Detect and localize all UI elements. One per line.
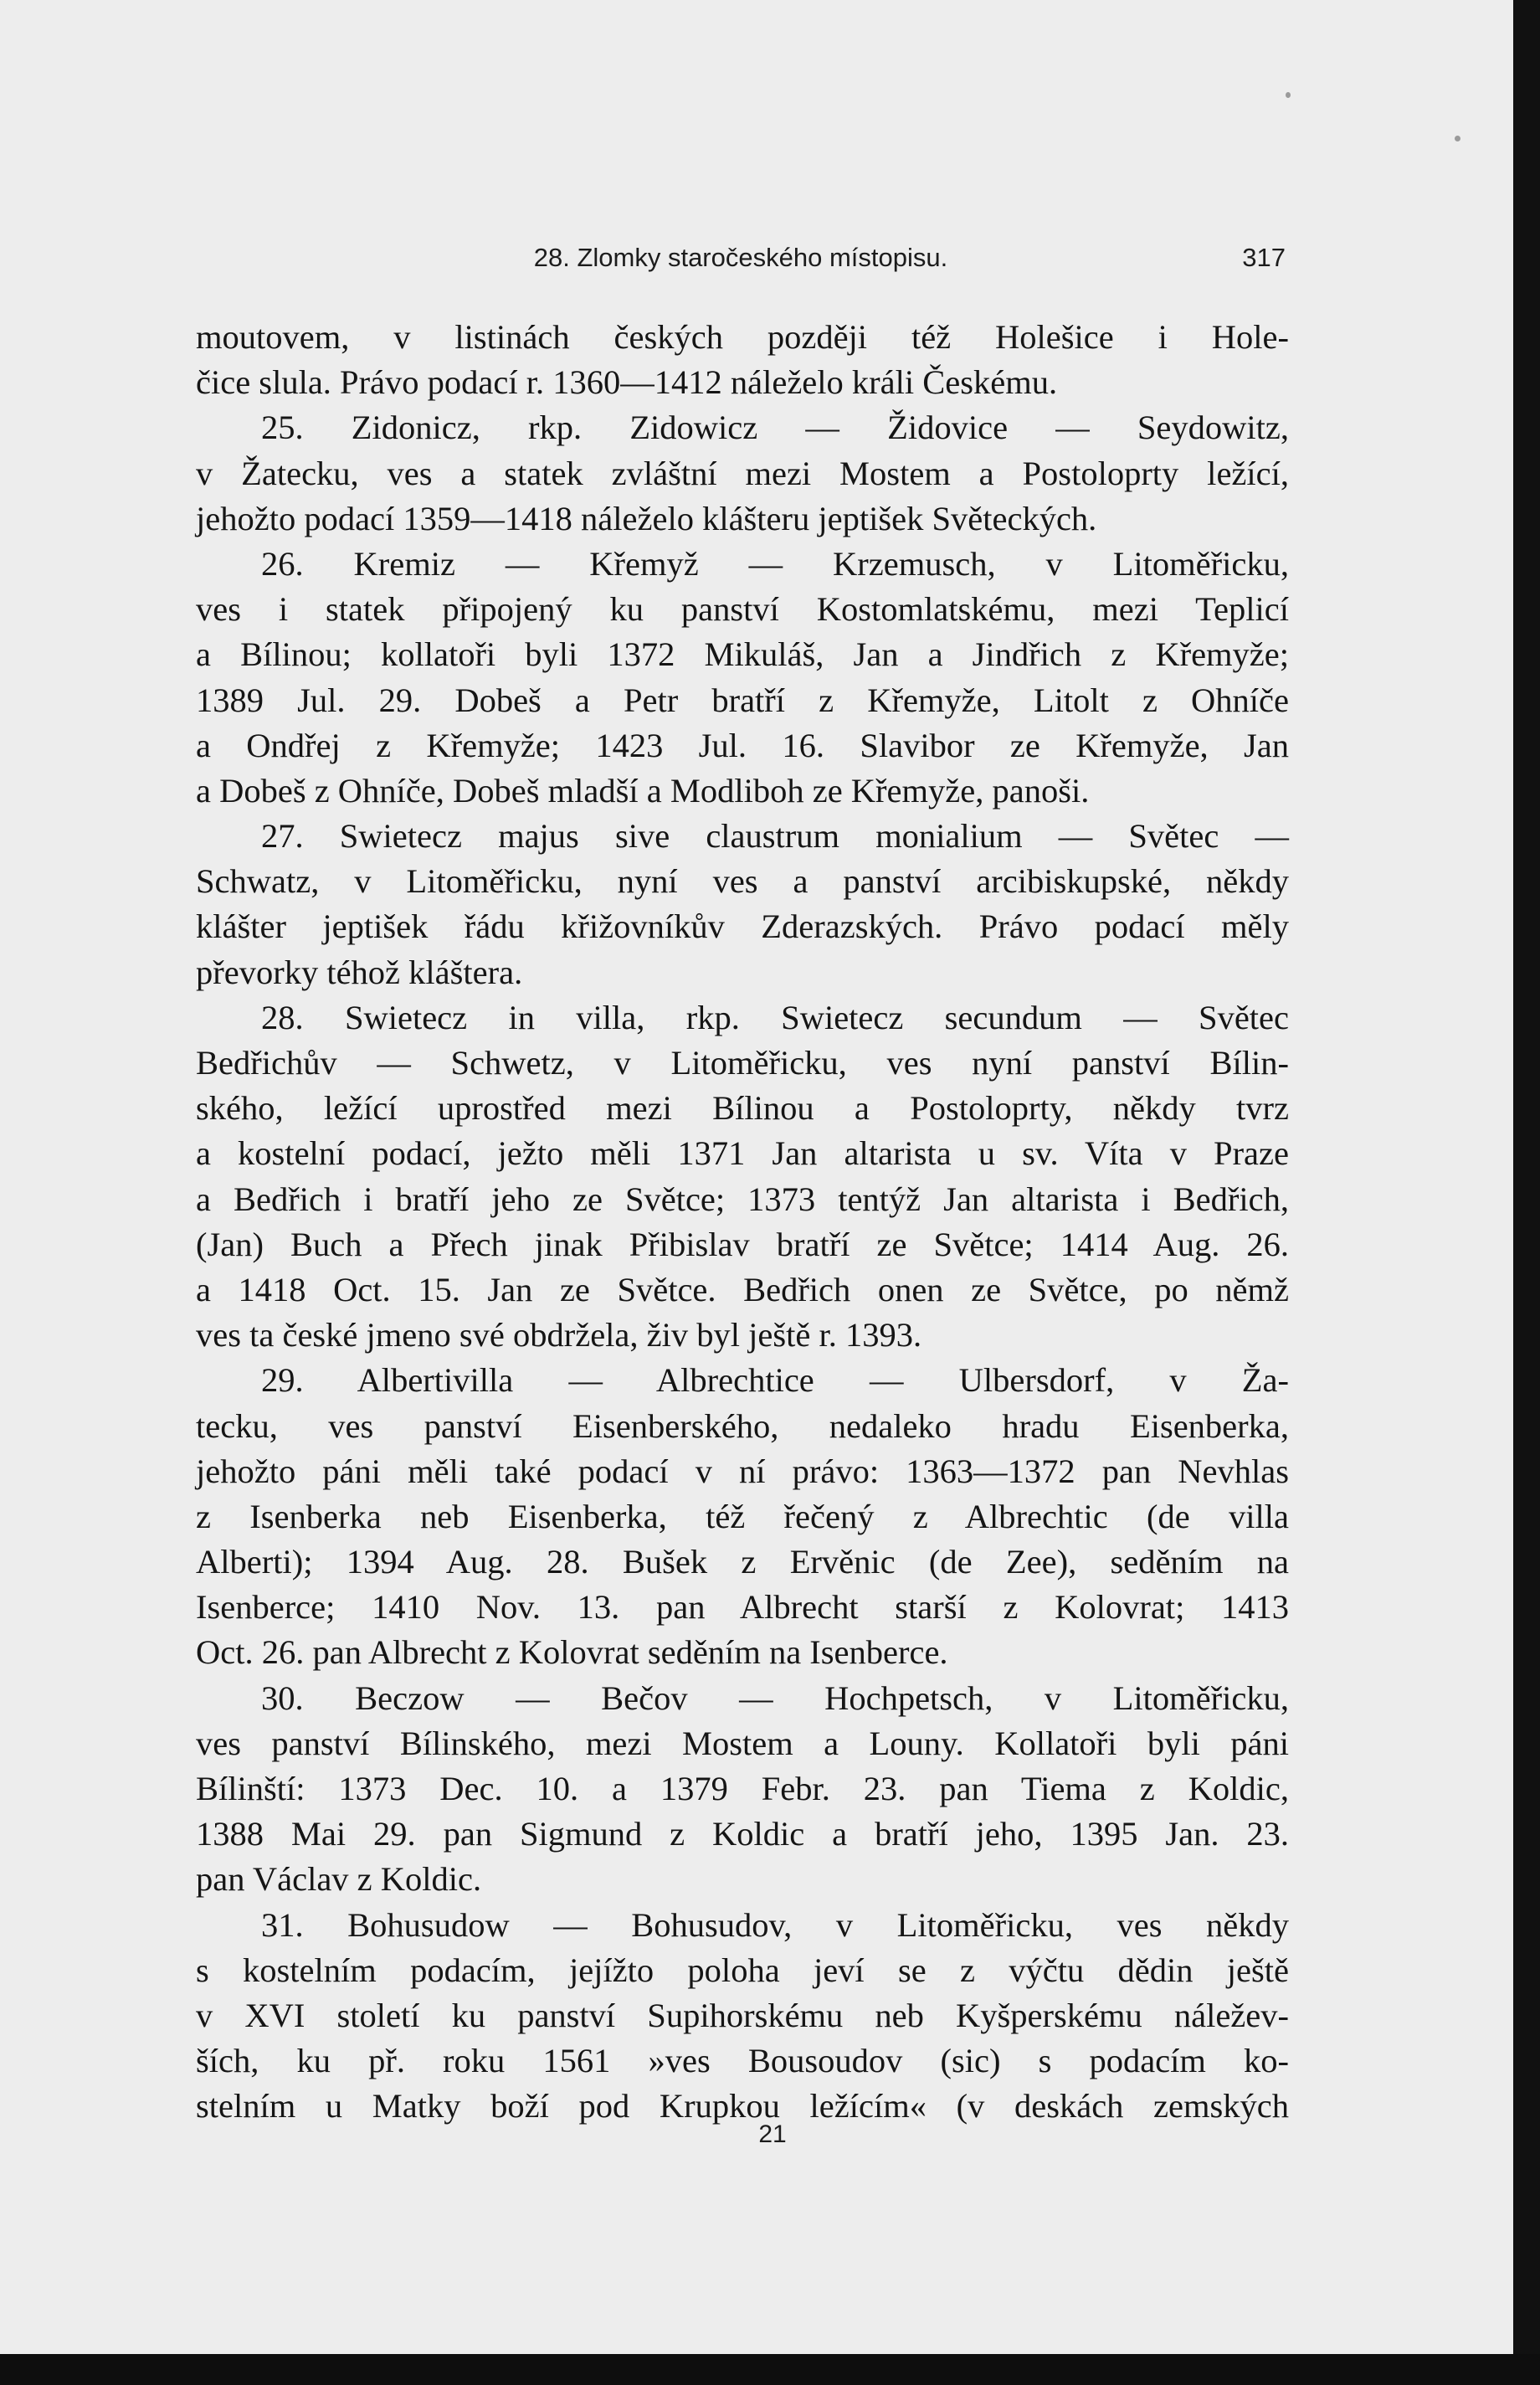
signature-mark: 21: [758, 2120, 787, 2148]
text-line: 1388 Mai 29. pan Sigmund z Koldic a bratří jeho, 1395 Jan. 23.: [196, 1815, 1289, 1853]
text-line: pan Václav z Koldic.: [196, 1860, 482, 1899]
paper-speck: [1455, 136, 1460, 141]
text-line: Bedřichův — Schwetz, v Litoměřicku, ves nyní panství Bílin-: [196, 1044, 1289, 1082]
text-line: 31. Bohusudow — Bohusudov, v Litoměřicku, ves někdy: [261, 1905, 1289, 1944]
text-line: 29. Albertivilla — Albrechtice — Ulbersdorf, v Ža-: [261, 1361, 1289, 1400]
page-edge-shadow: [1513, 0, 1540, 2385]
text-line: klášter jeptišek řádu křižovníkův Zderazských. Právo podací měly: [196, 907, 1289, 946]
text-line: jehožto podací 1359—1418 náleželo klášteru jeptišek Světeckých.: [196, 499, 1097, 537]
text-line: 28. Swietecz in villa, rkp. Swietecz secundum — Světec: [261, 998, 1289, 1036]
text-line: moutovem, v listinách českých později též Holešice i Hole-: [196, 318, 1289, 356]
text-line: jehožto páni měli také podací v ní právo: 1363—1372 pan Nevhlas: [196, 1452, 1289, 1490]
text-line: a Ondřej z Křemyže; 1423 Jul. 16. Slavibor ze Křemyže, Jan: [196, 726, 1289, 764]
text-line: převorky téhož kláštera.: [196, 953, 523, 991]
text-line: čice slula. Právo podací r. 1360—1412 náleželo králi Českému.: [196, 363, 1058, 402]
running-title: 28. Zlomky staročeského místopisu.: [533, 243, 948, 272]
text-line: a Dobeš z Ohníče, Dobeš mladší a Modliboh ze Křemyže, panoši.: [196, 771, 1090, 810]
page-header: [196, 243, 1286, 280]
text-line: a kostelní podací, ježto měli 1371 Jan altarista u sv. Víta v Praze: [196, 1134, 1289, 1173]
text-line: 25. Zidonicz, rkp. Zidowicz — Židovice — Seydowitz,: [261, 409, 1289, 447]
paper-speck: [1286, 92, 1291, 98]
text-line: a Bedřich i bratří jeho ze Světce; 1373 tentýž Jan altarista i Bedřich,: [196, 1180, 1289, 1218]
text-line: a Bílinou; kollatoři byli 1372 Mikuláš, Jan a Jindřich z Křemyže;: [196, 635, 1289, 674]
text-line: ves ta české jmeno své obdržela, živ byl ještě r. 1393.: [196, 1316, 922, 1354]
text-line: Schwatz, v Litoměřicku, nyní ves a panství arcibiskupské, někdy: [196, 862, 1289, 901]
page-number: 317: [1242, 243, 1286, 272]
page-edge-shadow: [0, 2354, 1540, 2385]
text-line: a 1418 Oct. 15. Jan ze Světce. Bedřich onen ze Světce, po němž: [196, 1270, 1289, 1308]
text-line: 26. Kremiz — Křemyž — Krzemusch, v Litoměřicku,: [261, 544, 1289, 583]
text-line: ších, ku př. roku 1561 »ves Bousoudov (sic) s podacím ko-: [196, 2042, 1289, 2080]
text-line: stelním u Matky boží pod Krupkou ležícím« (v deskách zemských: [196, 2087, 1289, 2125]
text-line: (Jan) Buch a Přech jinak Přibislav bratří ze Světce; 1414 Aug. 26.: [196, 1225, 1289, 1263]
text-line: 1389 Jul. 29. Dobeš a Petr bratří z Křemyže, Litolt z Ohníče: [196, 681, 1289, 719]
body-text: [196, 315, 1289, 2130]
text-line: ského, ležící uprostřed mezi Bílinou a Postoloprty, někdy tvrz: [196, 1089, 1289, 1128]
text-line: v Žatecku, ves a statek zvláštní mezi Mostem a Postoloprty ležící,: [196, 454, 1289, 492]
text-line: 30. Beczow — Bečov — Hochpetsch, v Litoměřicku,: [261, 1678, 1289, 1717]
text-line: tecku, ves panství Eisenberského, nedaleko hradu Eisenberka,: [196, 1406, 1289, 1445]
text-line: Alberti); 1394 Aug. 28. Bušek z Ervěnic (de Zee), seděním na: [196, 1543, 1289, 1581]
text-line: ves panství Bílinského, mezi Mostem a Louny. Kollatoři byli páni: [196, 1724, 1289, 1762]
text-line: 27. Swietecz majus sive claustrum monialium — Světec —: [261, 817, 1289, 856]
text-line: s kostelním podacím, jejížto poloha jeví se z výčtu dědin ještě: [196, 1951, 1289, 1989]
text-line: Isenberce; 1410 Nov. 13. pan Albrecht starší z Kolovrat; 1413: [196, 1588, 1289, 1627]
text-line: Bílinští: 1373 Dec. 10. a 1379 Febr. 23. pan Tiema z Koldic,: [196, 1770, 1289, 1807]
text-line: Oct. 26. pan Albrecht z Kolovrat seděním na Isenberce.: [196, 1633, 948, 1672]
text-line: z Isenberka neb Eisenberka, též řečený z Albrechtic (de villa: [196, 1497, 1289, 1535]
text-line: v XVI století ku panství Supihorskému neb Kyšperskému náležev-: [196, 1996, 1289, 2034]
text-line: ves i statek připojený ku panství Kostomlatskému, mezi Teplicí: [196, 590, 1289, 629]
